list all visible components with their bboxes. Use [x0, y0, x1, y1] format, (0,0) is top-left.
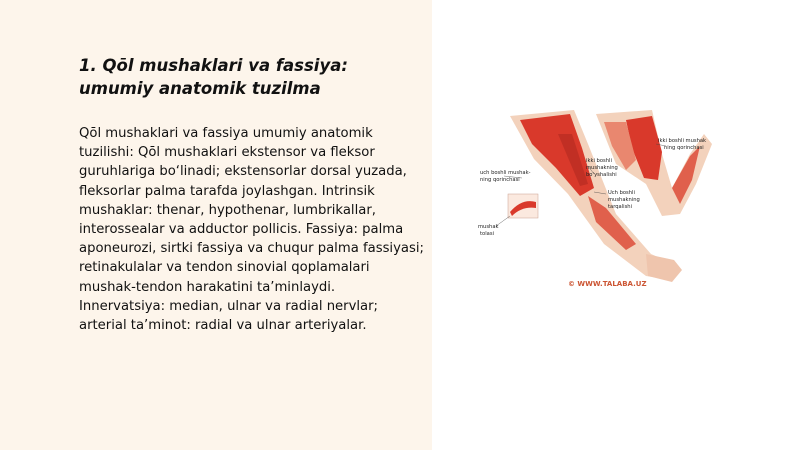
label-biceps-belly-1: ikki boshli mushak — [658, 138, 707, 144]
label-biceps-belly-2: ning qorinchasi — [664, 145, 704, 151]
arm-muscles-illustration — [476, 104, 716, 294]
label-biceps-mid-1: ikki boshli — [586, 158, 612, 164]
label-triceps-mid-3: tarqalishi — [608, 204, 633, 210]
label-triceps-belly-1: uch boshli mushak- — [480, 170, 531, 176]
anatomy-figure — [476, 104, 716, 294]
watermark: © WWW.TALABA.UZ — [568, 280, 647, 288]
slide-body: Qōl mushaklari va fassiya umumiy anatomik tuzilishi: Qōl mushaklari ekstensor va fleksor guruhlariga bo‘linadi; ekstensorlar dorsal yuzada, fleksorlar palma tarafda joylashgan. Intrinsik mushaklar: thenar, hypothenar, lumbrikallar, interossealar va adductor pollicis. Fassiya: palma aponeurozi, sirtki fassiya va chuqur palma fassiyasi; retinakulalar va tendon sinovial qoplamalari mushak-tendon harakatini ta’minlaydi. Innervatsiya: median, ulnar va radial nervlar; arterial ta’minot: radial va ulnar arteriyalar. — [79, 126, 424, 334]
label-triceps-mid-2: mushakning — [608, 197, 640, 203]
label-fiber-2: tolasi — [480, 231, 494, 237]
label-biceps-mid-2: mushakning — [586, 165, 618, 171]
label-fiber-1: mushak — [478, 224, 499, 230]
label-triceps-belly-2: ning qorinchasi — [480, 177, 520, 183]
label-triceps-mid-1: Uch boshli — [608, 190, 635, 196]
label-biceps-mid-3: bo‘yshalishi — [586, 172, 617, 178]
slide-title: 1. Qōl mushaklari va fassiya: umumiy anatomik tuzilma — [79, 56, 348, 98]
left-hand — [646, 254, 682, 282]
